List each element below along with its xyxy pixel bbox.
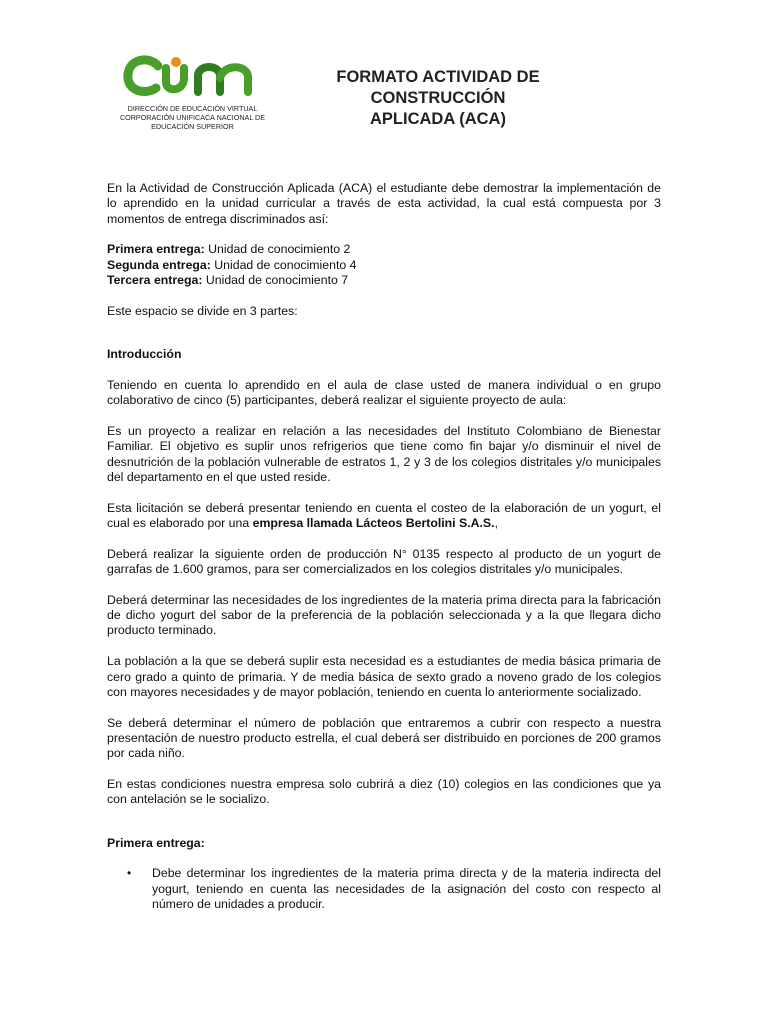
bullet-list [107, 866, 661, 912]
paragraph: La población a la que se deberá suplir esta necesidad es a estudiantes de media básica primaria de cero grado a quinto de primaria. Y de media básica de sexto grado a noveno grado de los colegios con mayores necesidades y de mayor población, teniendo en cuenta lo anteriormente socializado. [107, 654, 661, 699]
document-body [107, 181, 661, 912]
logo-caption-line: EDUCACIÓN SUPERIOR [151, 122, 234, 131]
entrega-label: Tercera entrega: [107, 272, 203, 287]
paragraph: Se deberá determinar el número de población que entraremos a cubrir con respecto a nuestra presentación de nuestro producto estrella, el cual deberá ser distribuido en porciones de 200 gramos por cada niño. [107, 715, 661, 761]
document-title [283, 67, 593, 130]
paragraph: Deberá realizar la siguiente orden de producción N° 0135 respecto al producto de un yogurt de garrafas de 1.600 gramos, para ser comercializados en los colegios distritales y/o municipales. [107, 546, 661, 577]
company-name: empresa llamada Lácteos Bertolini S.A.S. [252, 515, 495, 530]
logo-caption-line: DIRECCIÓN DE EDUCACIÓN VIRTUAL [127, 104, 258, 113]
logo-caption-line: CORPORACIÓN UNIFICACA NACIONAL DE [119, 113, 266, 122]
entrega-label: Primera entrega: [107, 242, 205, 257]
bullet-item [107, 866, 661, 912]
entrega-label: Segunda entrega: [107, 257, 211, 272]
paragraph-text: , [494, 515, 498, 530]
bullet-dot-icon: • [127, 866, 132, 881]
document-title-line1: FORMATO ACTIVIDAD DE CONSTRUCCIÓN [336, 68, 540, 107]
entrega-item [107, 258, 661, 273]
paragraph-text: Esta licitación se deberá presentar teniendo en cuenta el costeo de la elaboración de un yogurt, el cual es elaborado por una [107, 500, 661, 530]
bullet-text: Debe determinar los ingredientes de la materia prima directa y de la materia indirecta del yogurt, teniendo en cuenta las necesidades de la asignación del costo con respecto al número de unidades a producir. [152, 866, 661, 911]
first-delivery-heading: Primera entrega: [107, 835, 205, 850]
entregas-list [107, 242, 661, 288]
paragraph [107, 501, 661, 532]
parts-text: Este espacio se divide en 3 partes: [107, 303, 298, 318]
cun-logo-icon [120, 52, 260, 102]
logo-caption [110, 104, 275, 131]
paragraph: Teniendo en cuenta lo aprendido en el aula de clase usted de manera individual o en grupo colaborativo de cinco (5) participantes, deberá realizar el siguiente proyecto de aula: [107, 377, 661, 408]
entrega-value: Unidad de conocimiento 2 [204, 242, 351, 257]
entrega-item [107, 273, 661, 288]
cun-logo [110, 52, 275, 131]
introduction-heading: Introducción [107, 347, 182, 362]
entrega-value: Unidad de conocimiento 7 [202, 272, 349, 287]
entrega-value: Unidad de conocimiento 4 [210, 257, 357, 272]
intro-paragraph: En la Actividad de Construcción Aplicada (ACA) el estudiante debe demostrar la implementación de lo aprendido en la unidad curricular a través de esta actividad, la cual está compuesta por 3 momentos de entrega discriminados así: [107, 181, 661, 226]
entrega-item [107, 242, 661, 257]
paragraph: Deberá determinar las necesidades de los ingredientes de la materia prima directa para la fabricación de dicho yogurt del sabor de la preferencia de la población seleccionada y a la que llegara dicho producto terminado. [107, 592, 661, 638]
paragraph: En estas condiciones nuestra empresa solo cubrirá a diez (10) colegios en las condiciones que ya con antelación se le socializo. [107, 777, 661, 807]
paragraph: Es un proyecto a realizar en relación a las necesidades del Instituto Colombiano de Bienestar Familiar. El objetivo es suplir unos refrigerios que tiene como fin bajar y/o disminuir el nivel de desnutrición de la población vulnerable de estratos 1, 2 y 3 de los colegios distritales y/o municipales del departamento en el que usted reside. [107, 423, 661, 484]
document-title-line2: APLICADA (ACA) [370, 110, 506, 128]
